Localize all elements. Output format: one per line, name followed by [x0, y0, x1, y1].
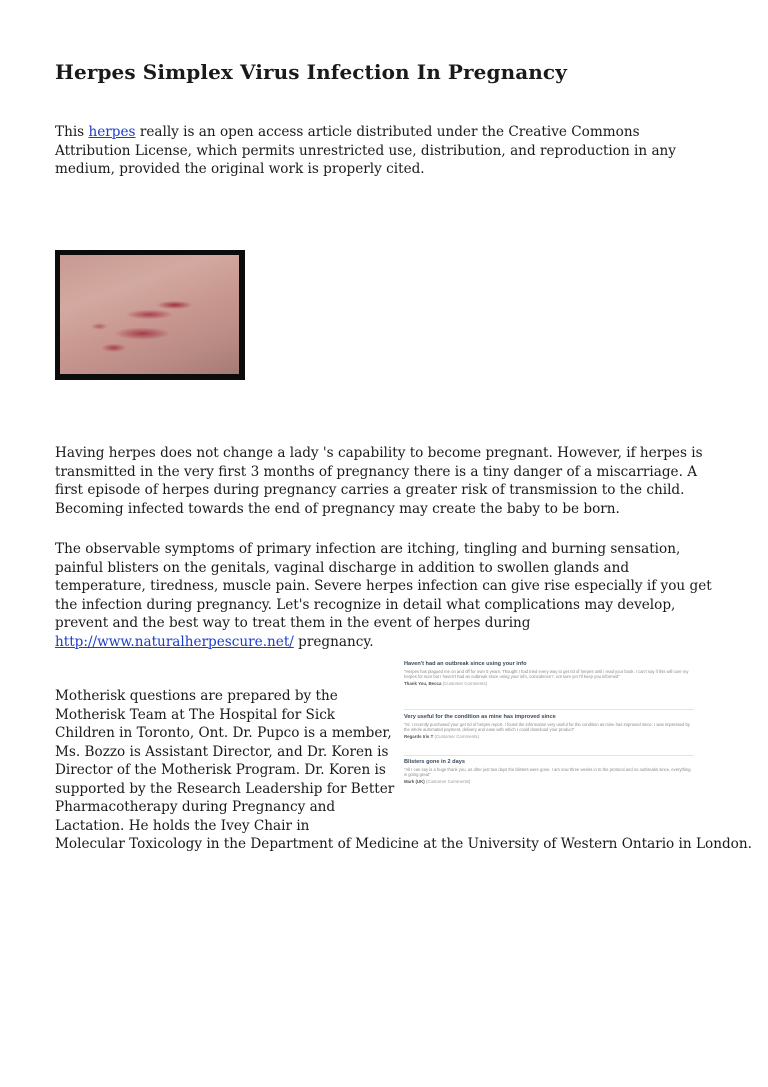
testimonial-source: (Customer Comments) — [425, 779, 471, 785]
motherisk-text-last-line: Molecular Toxicology in the Department of Medicine at the University of Western Ontario in London. — [55, 836, 752, 852]
testimonial-title: Very useful for the condition as mine has improved since — [404, 714, 556, 720]
testimonial-title: Haven't had an outbreak since using your info — [404, 661, 527, 667]
testimonial-source: (Customer Comments) — [434, 734, 479, 740]
herpes-link[interactable]: herpes — [88, 124, 136, 140]
testimonial-author-name: Thank You, Becca — [404, 681, 442, 687]
skin-rash-image — [60, 255, 239, 374]
natural-herpes-cure-link[interactable]: http://www.naturalherpescure.net/ — [55, 633, 294, 650]
testimonials-image — [398, 657, 698, 807]
intro-text-end: really is an open access article distributed under the Creative Commons Attribution License, which permits unrestricted use, distribution, and reproduction in any medium, provided the original work is properly cited. — [55, 124, 676, 177]
intro-text-start: This — [55, 124, 89, 140]
testimonial-author — [404, 681, 694, 686]
testimonial-divider — [404, 709, 694, 710]
page-title: Herpes Simplex Virus Infection In Pregnancy — [55, 60, 567, 84]
symptoms-text-end: pregnancy. — [293, 633, 374, 650]
herpes-rash-photo — [55, 250, 245, 380]
testimonial-divider — [404, 755, 694, 756]
testimonial-source: (Customer Comments) — [442, 681, 488, 687]
testimonial — [404, 759, 694, 784]
testimonial-author-name: Mark (UK) — [404, 779, 425, 785]
testimonial-body: "Hi. I recently purchased your get rid of herpes report. I found the information very useful for the condition as mine has improved since. I was impressed by the whole automated payment, delivery and ease with which I could download your product" — [404, 722, 690, 733]
testimonial — [404, 661, 694, 686]
intro-paragraph — [55, 123, 715, 179]
testimonial-body: "All I can say is a huge thank you, as after just two days the blisters were gone. I am now three weeks in to the protocol and no outbreaks since, everything is going great" — [404, 767, 691, 778]
pregnancy-risk-paragraph: Having herpes does not change a lady 's capability to become pregnant. However, if herpes is transmitted in the very first 3 months of pregnancy there is a tiny danger of a miscarriage. A first episode of herpes during pregnancy carries a greater risk of transmission to the child. Becoming infected towards the end of pregnancy may create the baby to be born. — [55, 445, 703, 517]
testimonial-author — [404, 734, 694, 739]
testimonial — [404, 714, 694, 739]
testimonial-body: "Herpes has plagued me on and off for over 5 years. Thought I had tried every way to get rid of herpes until i read your book. I can't say if this will cure my herpes for sure but I haven't had an outbreak since using your info, coincidence?, not sure yet I'll keep you informed" — [404, 669, 689, 680]
testimonial-author-name: Regards Iris T — [404, 734, 434, 740]
testimonial-title: Blisters gone in 2 days — [404, 759, 465, 765]
testimonial-author — [404, 779, 694, 784]
symptoms-text: The observable symptoms of primary infection are itching, tingling and burning sensation, painful blisters on the genitals, vaginal discharge in addition to swollen glands and temperature, tiredness, muscle pain. Severe herpes infection can give rise especially if you get the infection during pregnancy. Let's recognize in detail what complications may develop, prevent and the best way to treat them in the event of herpes during — [55, 541, 712, 631]
motherisk-text: Motherisk questions are prepared by the Motherisk Team at The Hospital for Sick Children in Toronto, Ont. Dr. Pupco is a member, Ms. Bozzo is Assistant Director, and Dr. Koren is Director of the Motherisk Program. Dr. Koren is supported by the Research Leadership for Better Pharmacotherapy during Pregnancy and Lactation. He holds the Ivey Chair in — [55, 688, 395, 834]
symptoms-paragraph — [55, 540, 715, 651]
